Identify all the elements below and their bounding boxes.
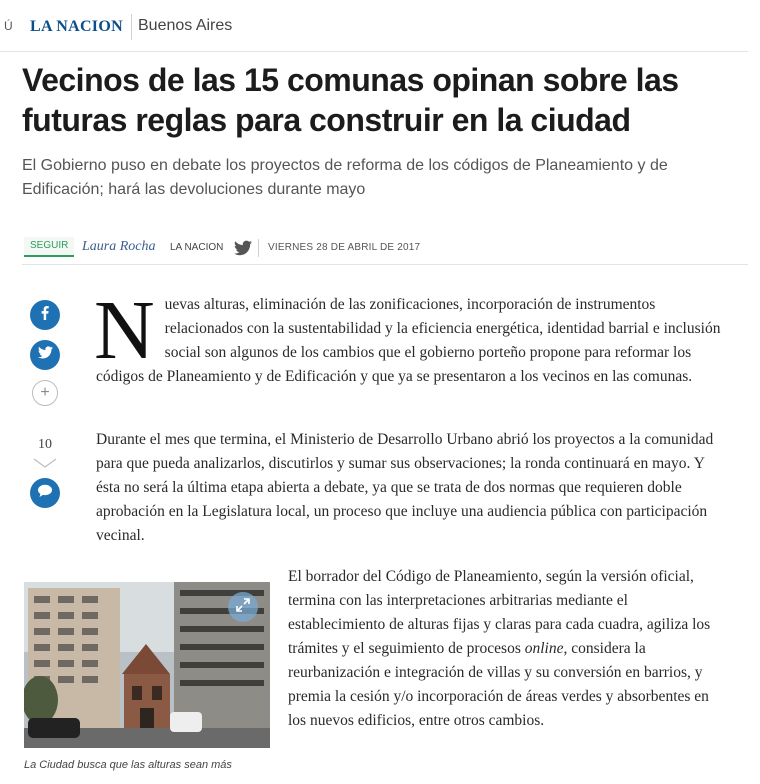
article-paragraph: Durante el mes que termina, el Ministerio de Desarrollo Urbano abrió los proyectos a la comunidad para que pueda analizarlos, discutirlos y sumar sus observaciones; la ronda continuará en mayo. Y ésta no será la última etapa abierta a debate, ya que se trata de dos normas que requieren doble aprobación en la Legislatura local, un proceso que incluye una audiencia pública con participación vecinal.	[96, 431, 714, 544]
site-logo[interactable]: LA NACION	[30, 18, 123, 35]
chevron-down-icon	[33, 456, 57, 468]
paragraph-text: uevas alturas, eliminación de las zonificaciones, incorporación de instrumentos relacionados con la sustentabilidad y la eficiencia energética, identidad barrial e inclusión social son algunos de los cambios que el gobierno porteño propone para reformar los códigos de Planeamiento y de Edificación y que ya se presentaron a los vecinos en las comunas.	[96, 296, 721, 385]
article-paragraph	[94, 284, 726, 389]
article-paragraph	[288, 565, 728, 733]
article-subtitle: El Gobierno puso en debate los proyectos de reforma de los códigos de Planeamiento y de Edificación; hará las devoluciones durante mayo	[22, 157, 668, 198]
facebook-icon	[39, 306, 51, 325]
expand-icon	[235, 597, 251, 618]
paragraph-text: El borrador del Código de Planeamiento, según la versión oficial, termina con las interpretaciones arbitrarias mediante el establecimiento de alturas fijas y claras para cada cuadra, agiliza los trámites y el seguimiento de procesos	[288, 568, 711, 657]
twitter-icon	[38, 346, 53, 364]
comments-button[interactable]	[30, 478, 60, 508]
author-twitter-icon[interactable]	[234, 240, 252, 256]
plus-icon: +	[40, 384, 50, 401]
author-outlet: LA NACION	[170, 242, 224, 253]
expand-photo-button[interactable]	[228, 592, 258, 622]
share-more-button[interactable]	[32, 380, 58, 406]
follow-button[interactable]: SEGUIR	[24, 237, 74, 257]
publish-date: VIERNES 28 DE ABRIL DE 2017	[268, 242, 421, 253]
site-header	[0, 0, 748, 52]
dropcap: N	[94, 284, 155, 377]
photo-caption: La Ciudad busca que las alturas sean más	[24, 759, 232, 771]
emphasis-text: online	[524, 640, 564, 657]
comment-icon	[37, 484, 53, 503]
byline	[22, 232, 748, 265]
share-facebook-button[interactable]	[30, 300, 60, 330]
share-twitter-button[interactable]	[30, 340, 60, 370]
article-title: Vecinos de las 15 comunas opinan sobre las futuras reglas para construir en la ciudad	[22, 62, 679, 138]
byline-divider	[258, 239, 259, 257]
header-divider	[131, 14, 132, 40]
section-link[interactable]: Buenos Aires	[138, 17, 233, 34]
menu-stub[interactable]: Ú	[4, 19, 13, 33]
comment-count[interactable]: 10	[38, 437, 52, 452]
author-link[interactable]: Laura Rocha	[82, 239, 156, 254]
paragraph-text: , considera la reurbanización e integración de villas y su conversión en barrios, y premia la cesión y/o incorporación de áreas verdes y absorbentes en los nuevos edificios, entre otros cambios.	[288, 640, 709, 729]
